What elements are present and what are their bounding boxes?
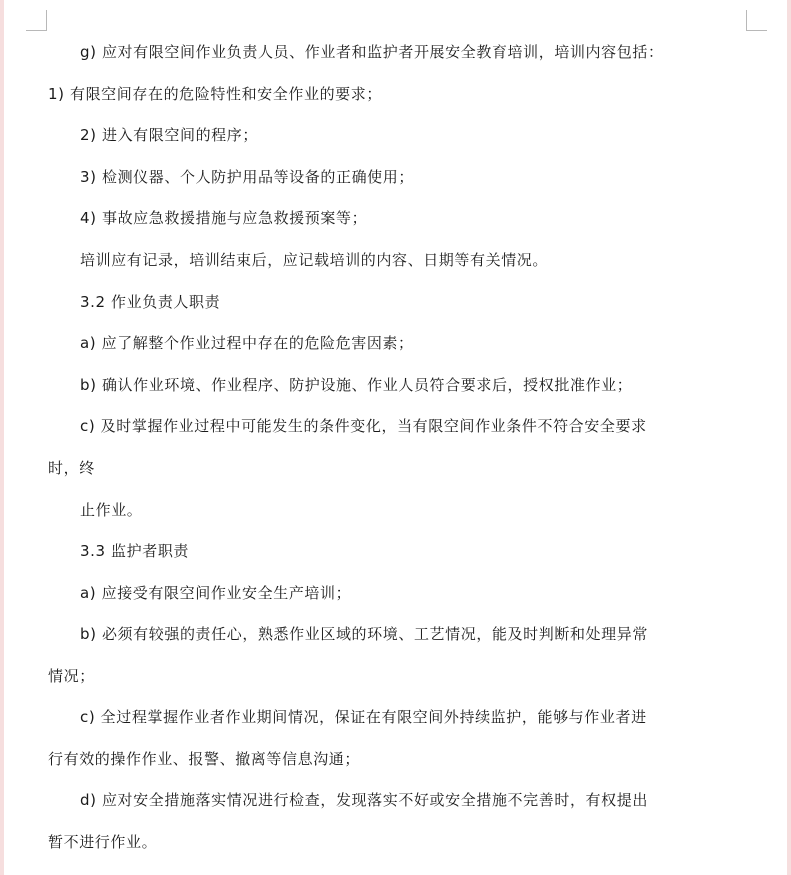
paragraph-g: g) 应对有限空间作业负责人员、作业者和监护者开展安全教育培训，培训内容包括： (80, 43, 664, 61)
duty-item-c-end: 止作业。 (80, 501, 143, 519)
monitor-item-c-continued: 行有效的操作作业、报警、撤离等信息沟通； (48, 750, 361, 768)
section-heading-3-2: 3.2 作业负责人职责 (80, 293, 221, 311)
list-item-1: 1) 有限空间存在的危险特性和安全作业的要求； (48, 85, 382, 103)
list-item-2: 2) 进入有限空间的程序； (80, 126, 258, 144)
list-item-4: 4) 事故应急救援措施与应急救援预案等； (80, 209, 368, 227)
duty-item-c: c) 及时掌握作业过程中可能发生的条件变化，当有限空间作业条件不符合安全要求 (80, 417, 647, 435)
duty-item-c-continued: 时，终 (48, 459, 95, 477)
monitor-item-b: b) 必须有较强的责任心，熟悉作业区域的环境、工艺情况，能及时判断和处理异常 (80, 625, 648, 643)
monitor-item-d: d) 应对安全措施落实情况进行检查，发现落实不好或安全措施不完善时，有权提出 (80, 791, 648, 809)
list-item-3: 3) 检测仪器、个人防护用品等设备的正确使用； (80, 168, 414, 186)
training-record-text: 培训应有记录，培训结束后，应记载培训的内容、日期等有关情况。 (80, 251, 549, 269)
section-heading-3-3: 3.3 监护者职责 (80, 542, 190, 560)
monitor-item-c: c) 全过程掌握作业者作业期间情况，保证在有限空间外持续监护，能够与作业者进 (80, 708, 647, 726)
monitor-item-d-continued: 暂不进行作业。 (48, 833, 158, 851)
duty-item-a: a) 应了解整个作业过程中存在的危险危害因素； (80, 334, 414, 352)
duty-item-b: b) 确认作业环境、作业程序、防护设施、作业人员符合要求后，授权批准作业； (80, 376, 633, 394)
monitor-item-b-continued: 情况； (48, 667, 95, 685)
monitor-item-a: a) 应接受有限空间作业安全生产培训； (80, 584, 352, 602)
